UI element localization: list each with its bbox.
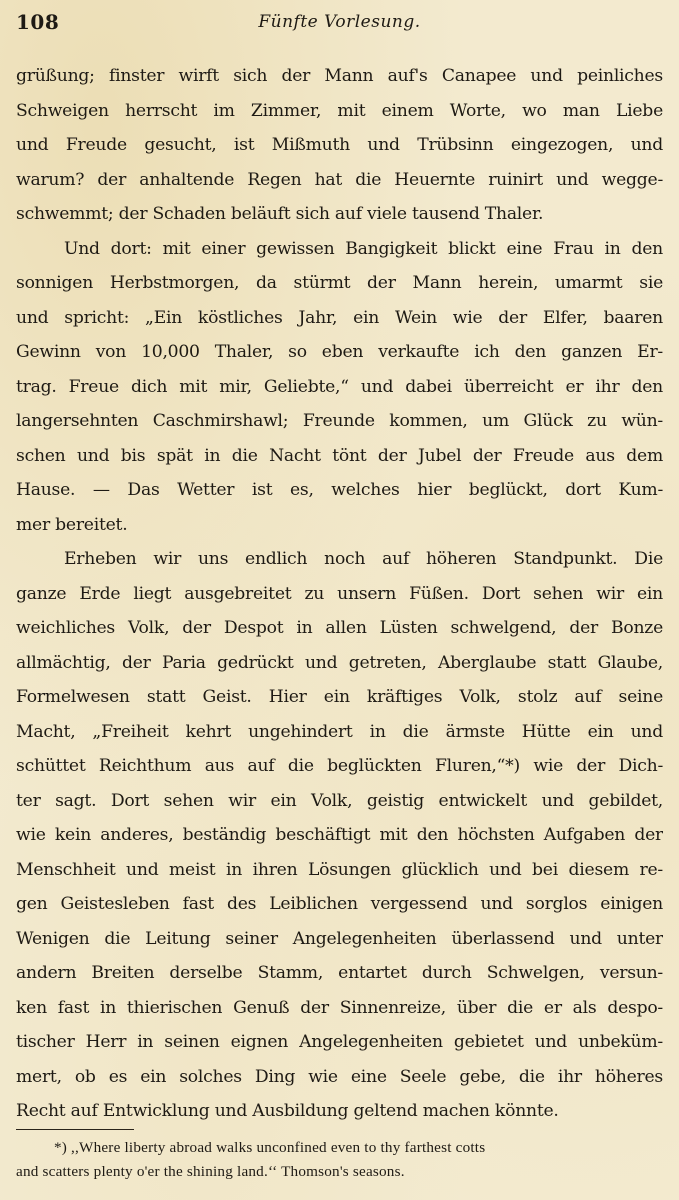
text-line: Menschheit und meist in ihren Lösungen glücklich und bei diesem re- bbox=[16, 859, 663, 880]
text-line: mer bereitet. bbox=[16, 514, 128, 535]
text-line: mert, ob es ein solches Ding wie eine Seele gebe, die ihr höheres bbox=[16, 1066, 663, 1087]
text-line: Schweigen herrscht im Zimmer, mit einem Worte, wo man Liebe bbox=[16, 100, 663, 121]
text-line: schüttet Reichthum aus auf die beglückten Fluren,“*) wie der Dich- bbox=[16, 756, 663, 776]
footnote bbox=[16, 1136, 663, 1184]
text-line: ter sagt. Dort sehen wir ein Volk, geistig entwickelt und gebildet, bbox=[16, 790, 663, 811]
footnote-line: and scatters plenty o'er the shining land.‘‘ Thomson's seasons. bbox=[16, 1163, 405, 1180]
text-line: schwemmt; der Schaden beläuft sich auf viele tausend Thaler. bbox=[16, 204, 544, 224]
text-line: langersehnten Caschmirshawl; Freunde kommen, um Glück zu wün- bbox=[16, 411, 663, 431]
text-line: und Freude gesucht, ist Mißmuth und Trübsinn eingezogen, und bbox=[16, 135, 663, 155]
text-line: trag. Freue dich mit mir, Geliebte,“ und dabei überreicht er ihr den bbox=[16, 376, 663, 397]
text-line: und spricht: „Ein köstliches Jahr, ein Wein wie der Elfer, baaren bbox=[16, 307, 663, 328]
text-line: wie kein anderes, beständig beschäftigt mit den höchsten Aufgaben der bbox=[16, 825, 663, 845]
text-line: grüßung; finster wirft sich der Mann auf's Canapee und peinliches bbox=[16, 66, 663, 86]
text-line: sonnigen Herbstmorgen, da stürmt der Mann herein, umarmt sie bbox=[16, 273, 663, 293]
text-line: Macht, „Freiheit kehrt ungehindert in die ärmste Hütte ein und bbox=[16, 721, 663, 742]
text-line: Recht auf Entwicklung und Ausbildung geltend machen könnte. bbox=[16, 1101, 559, 1121]
text-line: tischer Herr in seinen eignen Angelegenheiten gebietet und unbeküm- bbox=[16, 1032, 663, 1052]
text-line: andern Breiten derselbe Stamm, entartet durch Schwelgen, versun- bbox=[16, 963, 663, 983]
footnote-line: *) ,,Where liberty abroad walks unconfined even to thy farthest cotts bbox=[54, 1139, 486, 1156]
text-line: gen Geistesleben fast des Leiblichen vergessend und sorglos einigen bbox=[16, 894, 663, 914]
text-line: Erheben wir uns endlich noch auf höheren Standpunkt. Die bbox=[64, 549, 663, 569]
text-line: warum? der anhaltende Regen hat die Heuernte ruinirt und wegge- bbox=[16, 169, 663, 190]
text-line: Gewinn von 10,000 Thaler, so eben verkaufte ich den ganzen Er- bbox=[16, 342, 663, 362]
text-line: Wenigen die Leitung seiner Angelegenheiten überlassend und unter bbox=[16, 928, 663, 949]
footnote-divider bbox=[16, 1129, 134, 1130]
text-line: Formelwesen statt Geist. Hier ein kräftiges Volk, stolz auf seine bbox=[16, 687, 663, 707]
text-line: ken fast in thierischen Genuß der Sinnenreize, über die er als despo- bbox=[16, 997, 663, 1018]
page-header bbox=[16, 10, 663, 40]
text-line: weichliches Volk, der Despot in allen Lüsten schwelgend, der Bonze bbox=[16, 618, 663, 638]
running-head: Fünfte Vorlesung. bbox=[258, 12, 421, 32]
text-line: ganze Erde liegt ausgebreitet zu unsern Füßen. Dort sehen wir ein bbox=[16, 583, 663, 604]
text-line: Hause. — Das Wetter ist es, welches hier beglückt, dort Kum- bbox=[16, 480, 663, 500]
text-line: schen und bis spät in die Nacht tönt der Jubel der Freude aus dem bbox=[16, 445, 663, 466]
page-number: 108 bbox=[16, 10, 60, 34]
text-line: Und dort: mit einer gewissen Bangigkeit blickt eine Frau in den bbox=[64, 238, 663, 259]
body-text bbox=[16, 59, 663, 1129]
text-line: allmächtig, der Paria gedrückt und getreten, Aberglaube statt Glaube, bbox=[16, 652, 663, 673]
